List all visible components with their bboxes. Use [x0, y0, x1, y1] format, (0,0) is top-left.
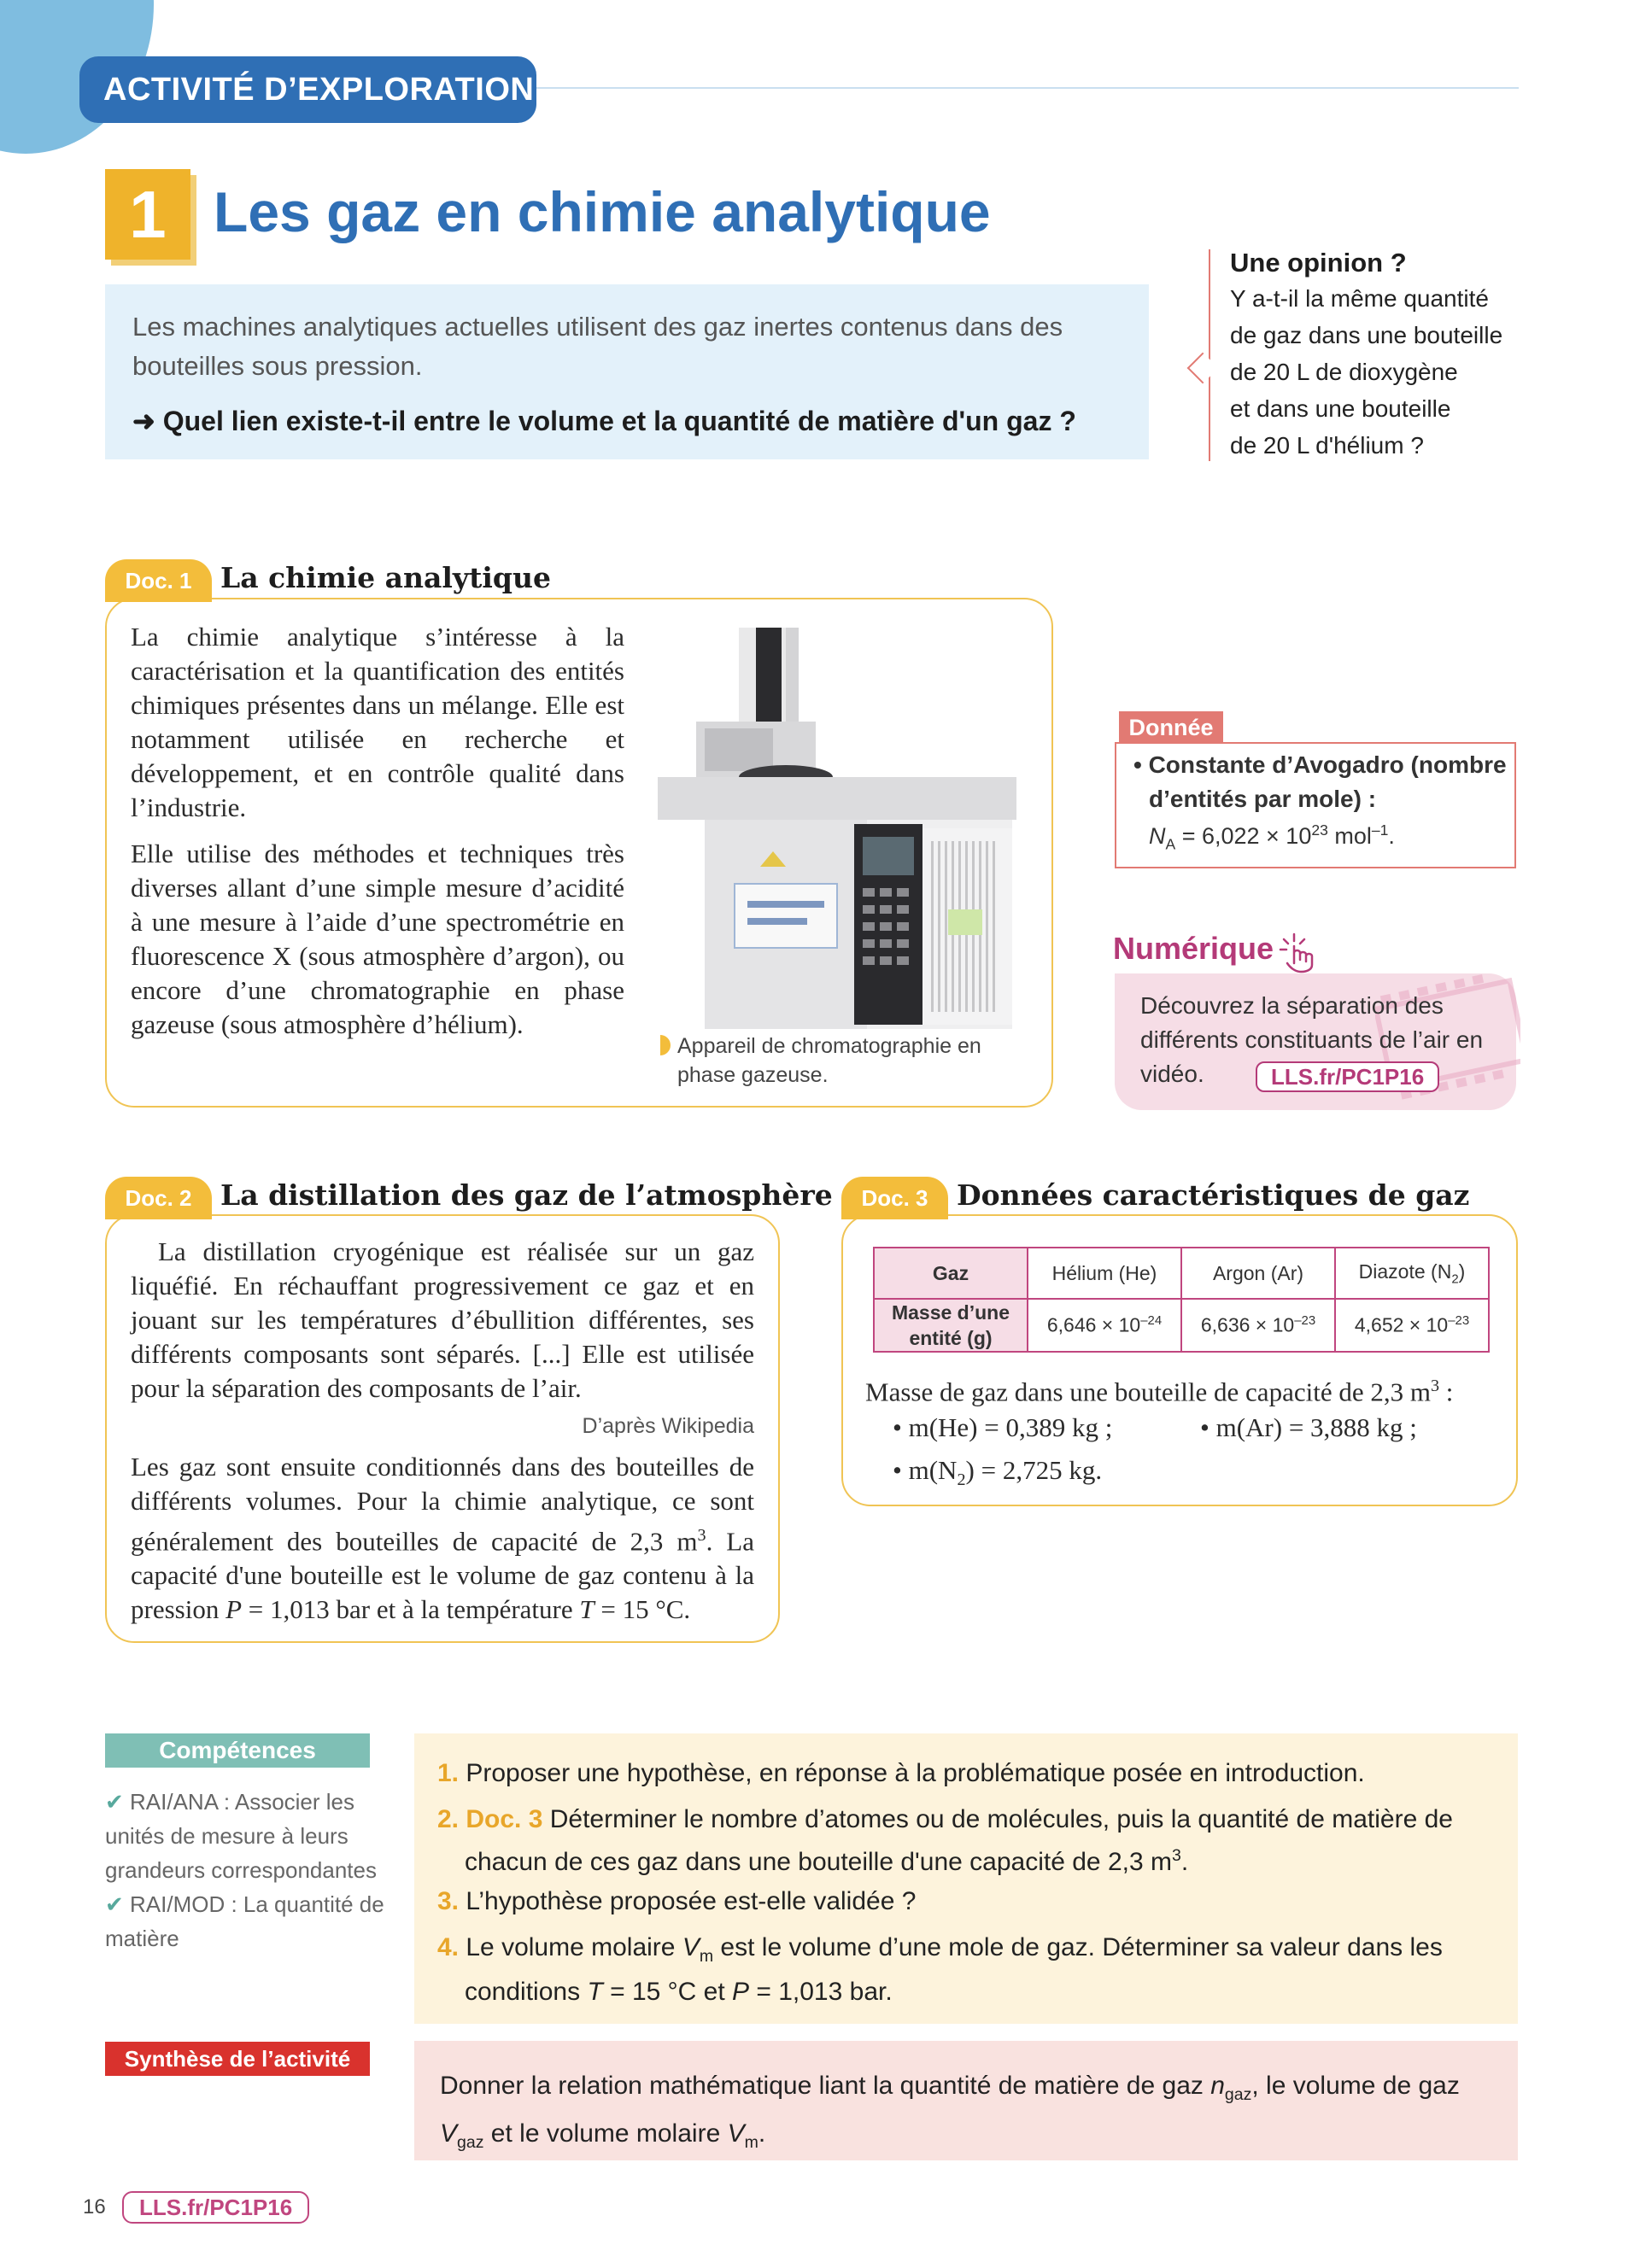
page-title: Les gaz en chimie analytique [214, 180, 991, 243]
opinion-line: de 20 L d'hélium ? [1230, 432, 1424, 459]
avogadro-subscript: A [1165, 835, 1176, 853]
numerique-text: Découvrez la séparation des différents constituants de l’air en vidéo. [1140, 992, 1484, 1087]
table-cell-gas-name: Argon (Ar) [1181, 1248, 1335, 1299]
table-header-mass: Masse d’une entité (g) [874, 1299, 1028, 1352]
doc1-tab: Doc. 1 [105, 559, 212, 602]
temperature-value: = 15 °C. [594, 1594, 691, 1625]
nitrogen-subscript: 2 [1451, 1271, 1459, 1287]
question-1 [437, 1756, 1505, 1792]
amount-symbol: n [1210, 2072, 1225, 2100]
question-text: L’hypothèse proposée est-elle validée ? [459, 1887, 917, 1915]
doc2-title: La distillation des gaz de l’atmosphère [220, 1178, 833, 1212]
competence-text: RAI/MOD : La quantité de matière [105, 1891, 384, 1951]
mass-exponent: –23 [1448, 1313, 1470, 1329]
question-text-cont: est le volume d’une mole de gaz. Déterminer sa valeur dans les conditions [465, 1933, 1443, 2006]
synthese-text [440, 2066, 1499, 2162]
mass-argon: • m(Ar) = 3,888 kg ; [1200, 1412, 1417, 1442]
opinion-bracket [1209, 249, 1210, 461]
check-icon: ✔ [105, 1891, 124, 1917]
doc2-source: D’après Wikipedia [582, 1414, 754, 1438]
avogadro-label-cont: d’entités par mole) : [1149, 786, 1377, 812]
doc1-paragraph-2: Elle utilise des méthodes et techniques très diverses allant d’une simple mesure d’acidité à une mesure à l’aide d’une spectrométrie en fluorescence X (sous atmosphère d’argon), ou encore d’une chromatographie en phase gazeuse (sous atmosphère d’hélium). [131, 839, 624, 1039]
chromatograph-photo [658, 628, 1016, 1029]
synthese-part: , le volume de gaz [1251, 2072, 1460, 2100]
competence-item [105, 1887, 387, 1955]
doc3-tab: Doc. 3 [841, 1177, 948, 1219]
avogadro-unit: mol [1327, 823, 1372, 849]
question-text: Le volume molaire [459, 1933, 682, 1961]
avogadro-label: • Constante d’Avogadro (nombre [1133, 751, 1507, 778]
numerique-title: Numérique [1113, 931, 1274, 966]
doc2-p2-part-a: Les gaz sont ensuite conditionnés dans des bouteilles de différents volumes. Pour la chimie analytique, ce sont généralement des bouteilles de capacité de 2,3 m [131, 1452, 754, 1557]
doc2-p2-sup: 3 [697, 1526, 706, 1545]
avogadro-number: = 6,022 × 10 [1175, 823, 1312, 849]
volume-sub: gaz [457, 2133, 484, 2152]
molar-volume-symbol: V [682, 1933, 700, 1961]
temperature-value: = 15 °C et [602, 1978, 733, 2006]
mass-exponent: –24 [1140, 1313, 1163, 1329]
mass-nitrogen-b: ) = 2,725 kg. [965, 1455, 1103, 1485]
pressure-symbol: P [732, 1978, 750, 2006]
intro-text: Les machines analytiques actuelles utilisent des gaz inertes contenus dans des bouteilles sous pression. [132, 312, 1063, 381]
mass-intro-sup: 3 [1430, 1377, 1440, 1395]
mass-nitrogen [893, 1455, 1102, 1490]
competences-heading: Compétences [105, 1733, 370, 1768]
mass-mantissa: 6,636 × 10 [1200, 1313, 1295, 1336]
photo-caption: Appareil de chromatographie en phase gazeuse. [677, 1034, 981, 1087]
table-cell-mass [1028, 1299, 1181, 1352]
avogadro-exponent: 23 [1311, 821, 1328, 839]
opinion-title: Une opinion ? [1230, 248, 1407, 278]
question-number: 4. [437, 1933, 460, 1961]
table-cell-gas-name: Hélium (He) [1028, 1248, 1181, 1299]
avogadro-end: . [1388, 823, 1395, 849]
pressure-symbol: P [226, 1594, 243, 1625]
question-number: 2. Doc. 3 [437, 1805, 543, 1833]
molar-volume-sub: m [699, 1947, 714, 1966]
gas-data-table [873, 1247, 1490, 1353]
question-number: 1. [437, 1759, 460, 1787]
table-cell-gas-name [1335, 1248, 1489, 1299]
mass-intro-end: : [1439, 1377, 1454, 1407]
temperature-symbol: T [587, 1978, 603, 2006]
avogadro-symbol: N [1149, 823, 1166, 849]
nitrogen-name: Diazote (N [1358, 1260, 1452, 1283]
mass-intro-text: Masse de gaz dans une bouteille de capacité de 2,3 m [865, 1377, 1431, 1407]
numerique-video-link[interactable]: LLS.fr/PC1P16 [1256, 1061, 1439, 1092]
question-2 [437, 1802, 1505, 1880]
mass-nitrogen-a: • m(N [893, 1455, 958, 1485]
opinion-line: de gaz dans une bouteille [1230, 322, 1503, 348]
question-text: Déterminer le nombre d’atomes ou de molécules, puis la quantité de matière de chacun de ces gaz dans une bouteille d'une capacité de 2,3 m [465, 1805, 1453, 1876]
page-number: 16 [83, 2195, 106, 2218]
doc2-paragraph-1: La distillation cryogénique est réalisée sur un gaz liquéfié. En réchauffant progressivement ce gaz et en jouant sur les températures d’ébullition différentes, ses différents composants sont séparés. [...] Elle est utilisée pour la séparation des composants de l’air. [131, 1236, 754, 1403]
table-header-gas: Gaz [874, 1248, 1028, 1299]
check-icon: ✔ [105, 1789, 124, 1815]
volume-symbol: V [440, 2119, 458, 2148]
table-cell-mass [1335, 1299, 1489, 1352]
competences-list [105, 1785, 387, 1955]
doc3-title: Données caractéristiques de gaz [957, 1178, 1470, 1212]
mass-intro [865, 1377, 1453, 1407]
footer-link[interactable]: LLS.fr/PC1P16 [122, 2191, 309, 2224]
opinion-bracket-notch [1187, 353, 1219, 384]
doc2-tab: Doc. 2 [105, 1177, 212, 1219]
synthese-end: . [758, 2119, 766, 2148]
table-cell-mass [1181, 1299, 1335, 1352]
problem-question: ➜ Quel lien existe-t-il entre le volume et la quantité de matière d'un gaz ? [132, 406, 1076, 436]
synthese-part: Donner la relation mathématique liant la quantité de matière de gaz [440, 2072, 1211, 2100]
avogadro-unit-exponent: –1 [1371, 821, 1389, 839]
question-3 [437, 1884, 1505, 1920]
temperature-symbol: T [579, 1594, 594, 1625]
mass-exponent: –23 [1294, 1313, 1316, 1329]
question-4 [437, 1930, 1505, 2010]
touch-hand-icon [1277, 931, 1328, 973]
doc1-title: La chimie analytique [220, 561, 551, 594]
question-sup: 3 [1171, 1846, 1181, 1865]
pressure-value: = 1,013 bar. [749, 1978, 893, 2006]
mass-nitrogen-sub: 2 [957, 1470, 966, 1490]
pressure-value: = 1,013 bar et à la température [242, 1594, 580, 1625]
competence-text: RAI/ANA : Associer les unités de mesure à leurs grandeurs correspondantes [105, 1789, 377, 1883]
doc2-paragraph-2 [131, 1450, 754, 1627]
question-number: 3. [437, 1887, 460, 1915]
competence-item [105, 1785, 387, 1887]
question-end: . [1180, 1848, 1189, 1876]
donnee-tab: Donnée [1119, 711, 1223, 744]
banner-divider [536, 87, 1519, 89]
molar-volume-sub: m [744, 2133, 758, 2152]
amount-sub: gaz [1224, 2085, 1252, 2104]
activity-number: 1 [105, 169, 190, 260]
opinion-line: et dans une bouteille [1230, 395, 1451, 422]
doc1-paragraph-1: La chimie analytique s’intéresse à la caractérisation et la quantification des entités chimiques présentes dans un mélange. Elle est notamment utilisée en recherche et développement, et en contrôle qualité dans l’industrie. [131, 622, 624, 822]
synthese-part: et le volume molaire [483, 2119, 728, 2148]
table-row [874, 1248, 1489, 1299]
doc2-p2-part-b: . La capacité d'une bouteille est le volume de gaz contenu à la pression [131, 1526, 754, 1625]
opinion-line: de 20 L de dioxygène [1230, 359, 1458, 385]
activity-banner: ACTIVITÉ D’EXPLORATION [79, 56, 536, 123]
mass-helium: • m(He) = 0,389 kg ; [893, 1412, 1113, 1442]
molar-volume-symbol: V [727, 2119, 745, 2148]
question-text: Proposer une hypothèse, en réponse à la problématique posée en introduction. [459, 1759, 1365, 1787]
table-row [874, 1299, 1489, 1352]
synthese-heading: Synthèse de l’activité [105, 2042, 370, 2076]
opinion-line: Y a-t-il la même quantité [1230, 285, 1489, 312]
avogadro-value [1149, 821, 1395, 853]
nitrogen-close: ) [1458, 1260, 1466, 1283]
mass-mantissa: 6,646 × 10 [1046, 1313, 1141, 1336]
mass-mantissa: 4,652 × 10 [1354, 1313, 1449, 1336]
